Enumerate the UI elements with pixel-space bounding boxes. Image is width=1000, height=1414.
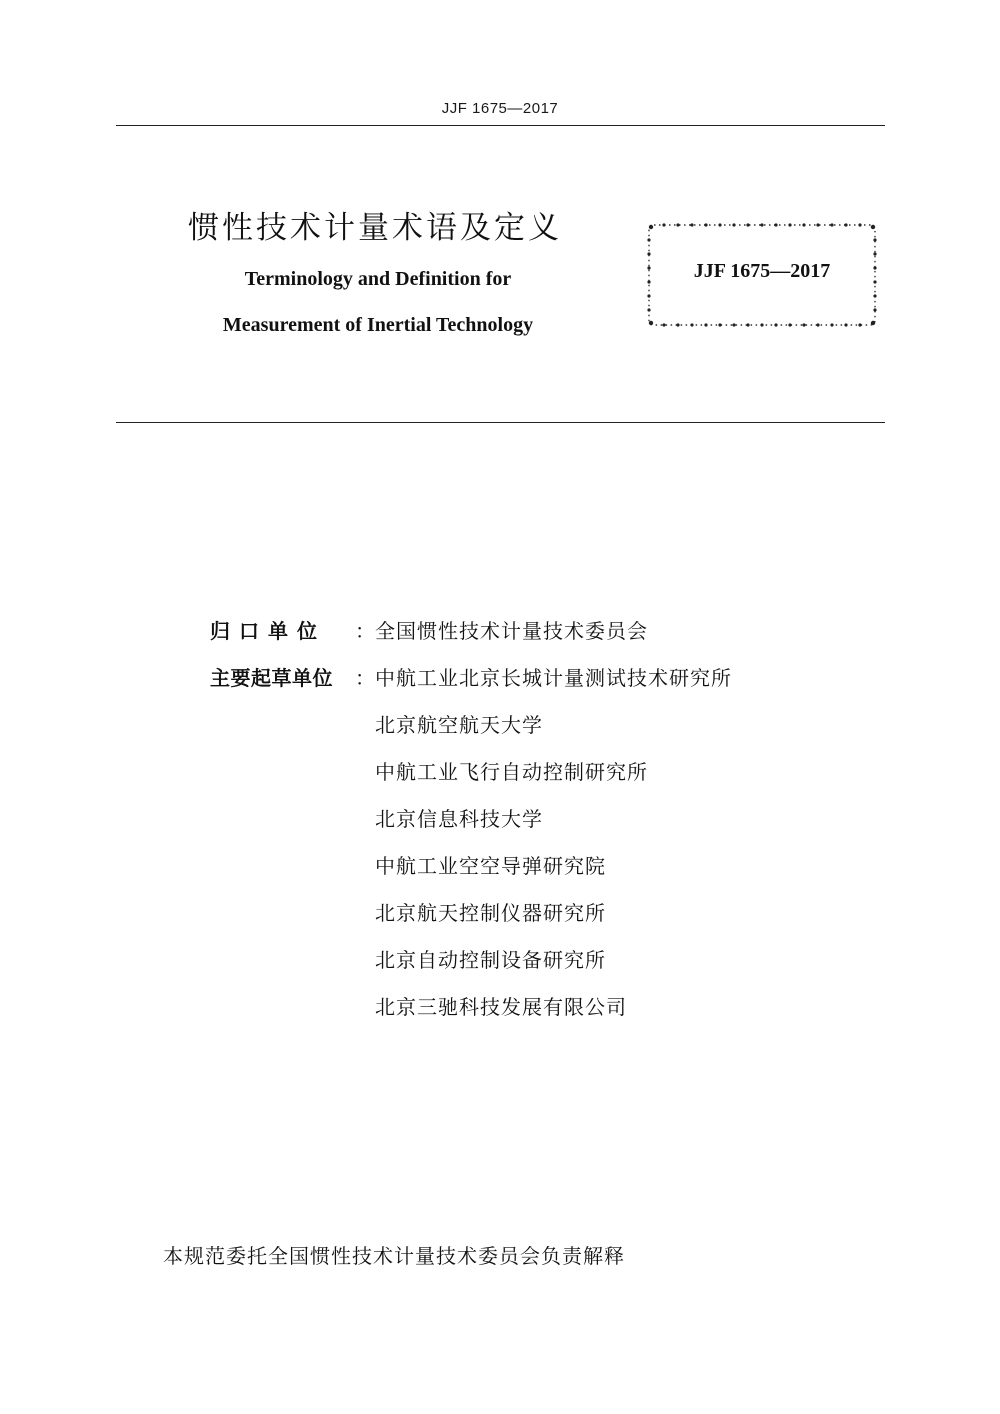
drafting-unit-item: 北京三驰科技发展有限公司 bbox=[375, 995, 627, 1019]
drafting-unit-item: 北京航空航天大学 bbox=[375, 713, 543, 737]
drafting-unit-item: 北京自动控制设备研究所 bbox=[375, 948, 606, 972]
drafting-unit-item: 中航工业北京长城计量测试技术研究所 bbox=[375, 666, 732, 690]
responsible-unit-label: 归口单位 bbox=[210, 619, 326, 643]
interpretation-note: 本规范委托全国惯性技术计量技术委员会负责解释 bbox=[163, 1244, 625, 1268]
drafting-units-colon: ： bbox=[355, 666, 375, 690]
title-chinese: 惯性技术计量术语及定义 bbox=[188, 210, 562, 246]
drafting-unit-item: 中航工业空空导弹研究院 bbox=[375, 854, 606, 878]
header-rule bbox=[116, 125, 885, 126]
drafting-unit-item: 中航工业飞行自动控制研究所 bbox=[375, 760, 648, 784]
drafting-unit-item: 北京信息科技大学 bbox=[375, 807, 543, 831]
standard-code-box bbox=[646, 222, 878, 328]
responsible-unit-colon: ： bbox=[355, 619, 375, 643]
header-standard-code: JJF 1675—2017 bbox=[441, 100, 559, 117]
section-rule bbox=[116, 422, 885, 423]
drafting-unit-item: 北京航天控制仪器研究所 bbox=[375, 901, 606, 925]
drafting-units-label: 主要起草单位 bbox=[210, 666, 333, 690]
responsible-unit-value: 全国惯性技术计量技术委员会 bbox=[375, 619, 648, 643]
title-english-line-1: Terminology and Definition for bbox=[244, 268, 512, 290]
standard-code: JJF 1675—2017 bbox=[693, 260, 831, 282]
title-english-line-2: Measurement of Inertial Technology bbox=[222, 314, 534, 336]
